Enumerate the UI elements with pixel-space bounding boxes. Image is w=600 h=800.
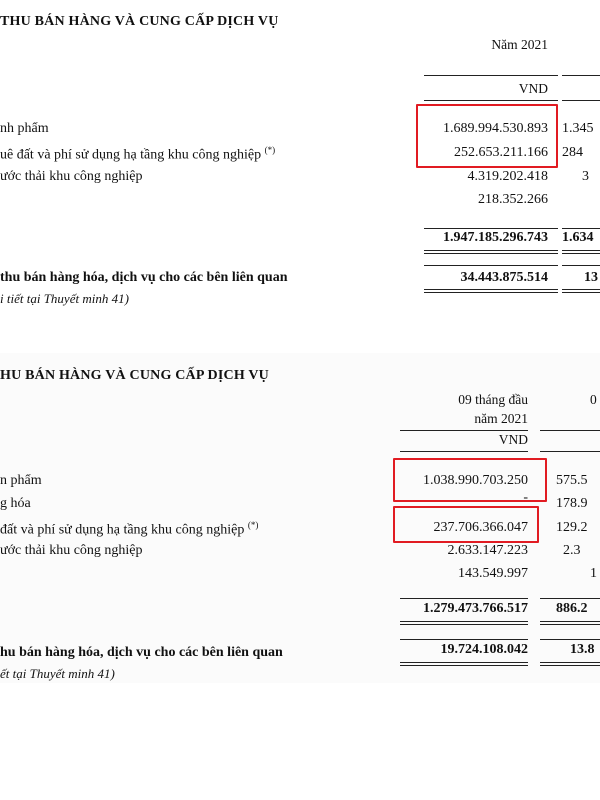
section1-year-header: Năm 2021 — [491, 37, 548, 52]
row-value: 237.706.366.047 — [433, 520, 528, 535]
row-value: 2.633.147.223 — [447, 543, 528, 558]
total-rule — [424, 228, 558, 229]
related-rule — [540, 662, 600, 663]
row-label: nh phẩm — [0, 121, 49, 136]
related-rule — [400, 662, 528, 663]
related-rule — [424, 265, 558, 266]
section2-currency: VND — [498, 432, 528, 447]
total-value: 1.279.473.766.517 — [423, 601, 528, 616]
row-label: ước thải khu công nghiệp — [0, 543, 143, 558]
related-rule — [562, 265, 600, 266]
header-rule — [562, 75, 600, 76]
footnote-mark: (*) — [247, 520, 259, 530]
section2-heading: HU BÁN HÀNG VÀ CUNG CẤP DỊCH VỤ — [0, 368, 269, 383]
highlight-box — [416, 104, 558, 168]
section2-period-header: 09 tháng đầu — [458, 392, 528, 407]
header-rule — [562, 100, 600, 101]
row-label: g hóa — [0, 496, 31, 511]
related-rule — [562, 292, 600, 293]
total-rule — [562, 228, 600, 229]
row-value-next: 1.345 — [562, 121, 594, 136]
related-rule — [562, 289, 600, 290]
related-rule — [400, 665, 528, 666]
row-label: uê đất và phí sử dụng hạ tầng khu công nghiệp (*) — [0, 145, 276, 163]
header-rule — [400, 430, 528, 431]
row-value: 252.653.211.166 — [454, 145, 548, 160]
row-value-next: 2.3 — [563, 543, 581, 558]
related-rule — [424, 289, 558, 290]
total-value-next: 886.2 — [556, 601, 588, 616]
row-value: 1.689.994.530.893 — [443, 121, 548, 136]
total-rule — [562, 253, 600, 254]
header-rule — [424, 100, 558, 101]
total-rule — [400, 624, 528, 625]
row-value: 4.319.202.418 — [467, 169, 548, 184]
row-value-next: 575.5 — [556, 473, 588, 488]
related-rule — [400, 639, 528, 640]
total-value: 1.947.185.296.743 — [443, 230, 548, 245]
row-value-next: 129.2 — [556, 520, 588, 535]
related-label: thu bán hàng hóa, dịch vụ cho các bên liên quan — [0, 270, 288, 285]
note-text: i tiết tại Thuyết minh 41) — [0, 291, 129, 306]
footnote-mark: (*) — [264, 145, 276, 155]
section2-period-header-year: năm 2021 — [474, 411, 528, 426]
row-label: ước thải khu công nghiệp — [0, 169, 143, 184]
total-rule — [400, 598, 528, 599]
header-rule — [424, 75, 558, 76]
total-value-next: 1.634 — [562, 230, 594, 245]
row-value-next: 178.9 — [556, 496, 588, 511]
total-rule — [424, 250, 558, 251]
related-value-next: 13 — [584, 270, 598, 285]
total-rule — [562, 250, 600, 251]
row-label: đất và phí sử dụng hạ tầng khu công nghiệp (*) — [0, 520, 259, 538]
note-text: ết tại Thuyết minh 41) — [0, 666, 115, 681]
header-rule — [540, 451, 600, 452]
total-rule — [424, 253, 558, 254]
related-rule — [540, 639, 600, 640]
row-value-next: 284 — [562, 145, 583, 160]
highlight-box — [393, 458, 547, 502]
highlight-box — [393, 506, 539, 543]
row-label: n phẩm — [0, 473, 42, 488]
related-value: 19.724.108.042 — [440, 642, 528, 657]
row-value: 1.038.990.703.250 — [423, 473, 528, 488]
section1-heading: THU BÁN HÀNG VÀ CUNG CẤP DỊCH VỤ — [0, 14, 279, 29]
row-value: 143.549.997 — [458, 566, 528, 581]
header-rule — [540, 430, 600, 431]
row-value: 218.352.266 — [478, 192, 548, 207]
header-rule — [400, 451, 528, 452]
row-value-next: 3 — [582, 169, 589, 184]
total-rule — [400, 621, 528, 622]
row-value-next: 1 — [590, 566, 597, 581]
section1-currency: VND — [518, 81, 548, 96]
related-label: hu bán hàng hóa, dịch vụ cho các bên liên quan — [0, 645, 283, 660]
related-value-next: 13.8 — [570, 642, 595, 657]
related-rule — [540, 665, 600, 666]
total-rule — [540, 624, 600, 625]
related-value: 34.443.875.514 — [460, 270, 548, 285]
total-rule — [540, 621, 600, 622]
related-rule — [424, 292, 558, 293]
row-value: - — [523, 490, 528, 505]
section2-next-col-header: 0 — [590, 392, 597, 407]
total-rule — [540, 598, 600, 599]
